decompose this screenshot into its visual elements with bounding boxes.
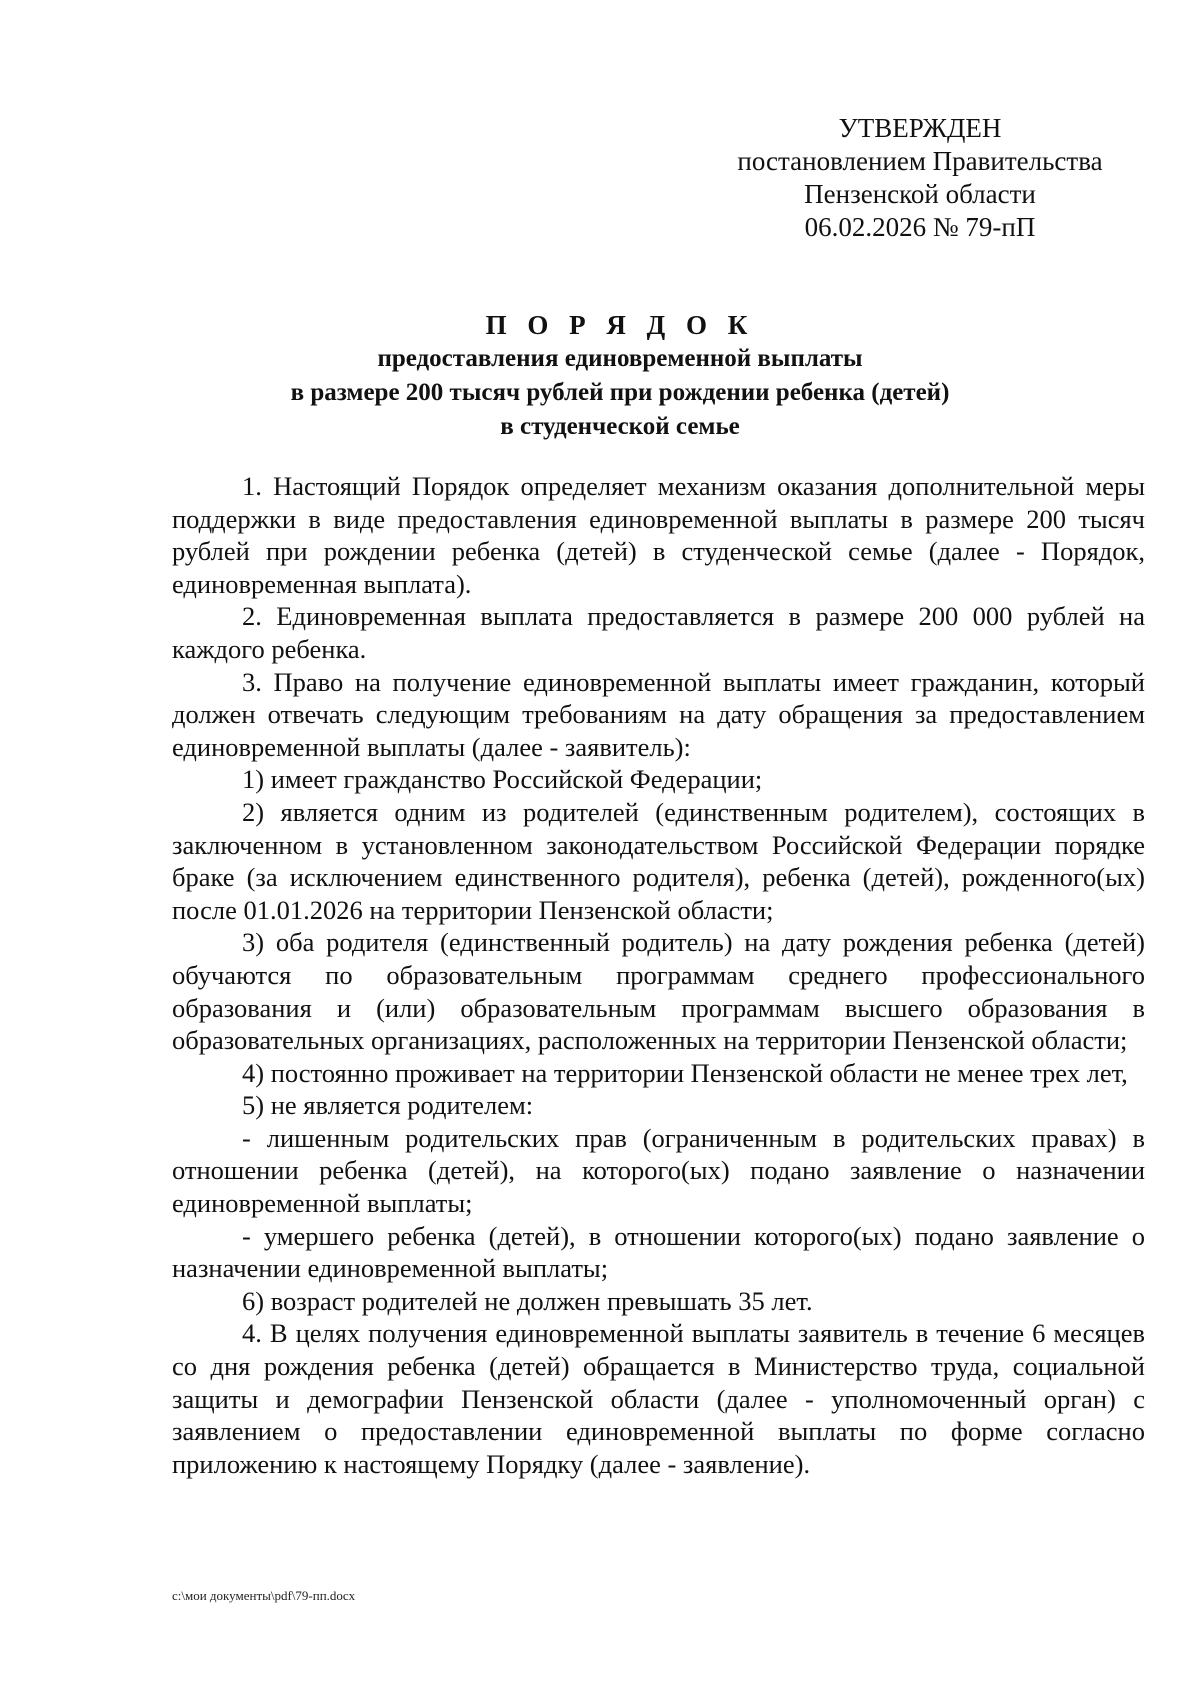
paragraph: 1. Настоящий Порядок определяет механизм оказания дополнительной меры поддержки в виде предоставления единовременной выплаты в размере 200 тысяч рублей при рождении ребенка (детей) в студенческой семье (далее - Порядок, единовременная выплата). [172,471,1145,599]
paragraph: 6) возраст родителей не должен превышать 35 лет. [242,1285,813,1316]
paragraph: - умершего ребенка (детей), в отношении которого(ых) подано заявление о назначении единовременной выплаты; [172,1220,1145,1284]
approval-heading: УТВЕРЖДЕН [838,113,1002,143]
title-subtitle-line: предоставления единовременной выплаты [377,345,863,372]
title-subtitle-line: в размере 200 тысяч рублей при рождении ребенка (детей) [290,379,950,406]
approval-issuer: постановлением Правительства [737,146,1103,176]
paragraph: 3) оба родителя (единственный родитель) на дату рождения ребенка (детей) обучаются по образовательным программам среднего профессионального образования и (или) образовательным программам высшего образования в образовательных организациях, расположенных на территории Пензенской области; [172,927,1145,1056]
paragraph: 3. Право на получение единовременной выплаты имеет гражданин, который должен отвечать следующим требованиям на дату обращения за предоставлением единовременной выплаты (далее - заявитель): [172,666,1145,762]
paragraph: 2. Единовременная выплата предоставляется в размере 200 000 рублей на каждого ребенка. [172,601,1145,664]
title-subtitle-line: в студенческой семье [500,413,740,440]
paragraph: 1) имеет гражданство Российской Федерации; [242,764,763,795]
file-path-footer: c:\мои документы\pdf\79-пп.docx [172,1588,356,1603]
document-title [170,308,1070,444]
paragraph: 4. В целях получения единовременной выплаты заявитель в течение 6 месяцев со дня рождения ребенка (детей) обращается в Министерство труда, социальной защиты и демографии Пензенской области (далее - уполномоченный орган) с заявлением о предоставлении единовременной выплаты по форме согласно приложению к настоящему Порядку (далее - заявление). [172,1318,1145,1479]
paragraph: 2) является одним из родителей (единственным родителем), состоящих в заключенном в установленном законодательством Российской Федерации порядке браке (за исключением единственного родителя), ребенка (детей), рожденного(ых) после 01.01.2026 на территории Пензенской области; [172,796,1145,925]
paragraph: 4) постоянно проживает на территории Пензенской области не менее трех лет, [242,1057,1128,1088]
document-body [172,470,1145,1480]
approval-region: Пензенской области [804,179,1036,209]
paragraph: 5) не является родителем: [242,1090,534,1121]
approval-stamp [700,112,1140,244]
paragraph: - лишенным родительских прав (ограниченным в родительских правах) в отношении ребенка (детей), на которого(ых) подано заявление о назначении единовременной выплаты; [172,1122,1145,1219]
title-main: П О Р Я Д О К [485,310,755,340]
approval-date-number: 06.02.2026 № 79-пП [804,212,1036,242]
